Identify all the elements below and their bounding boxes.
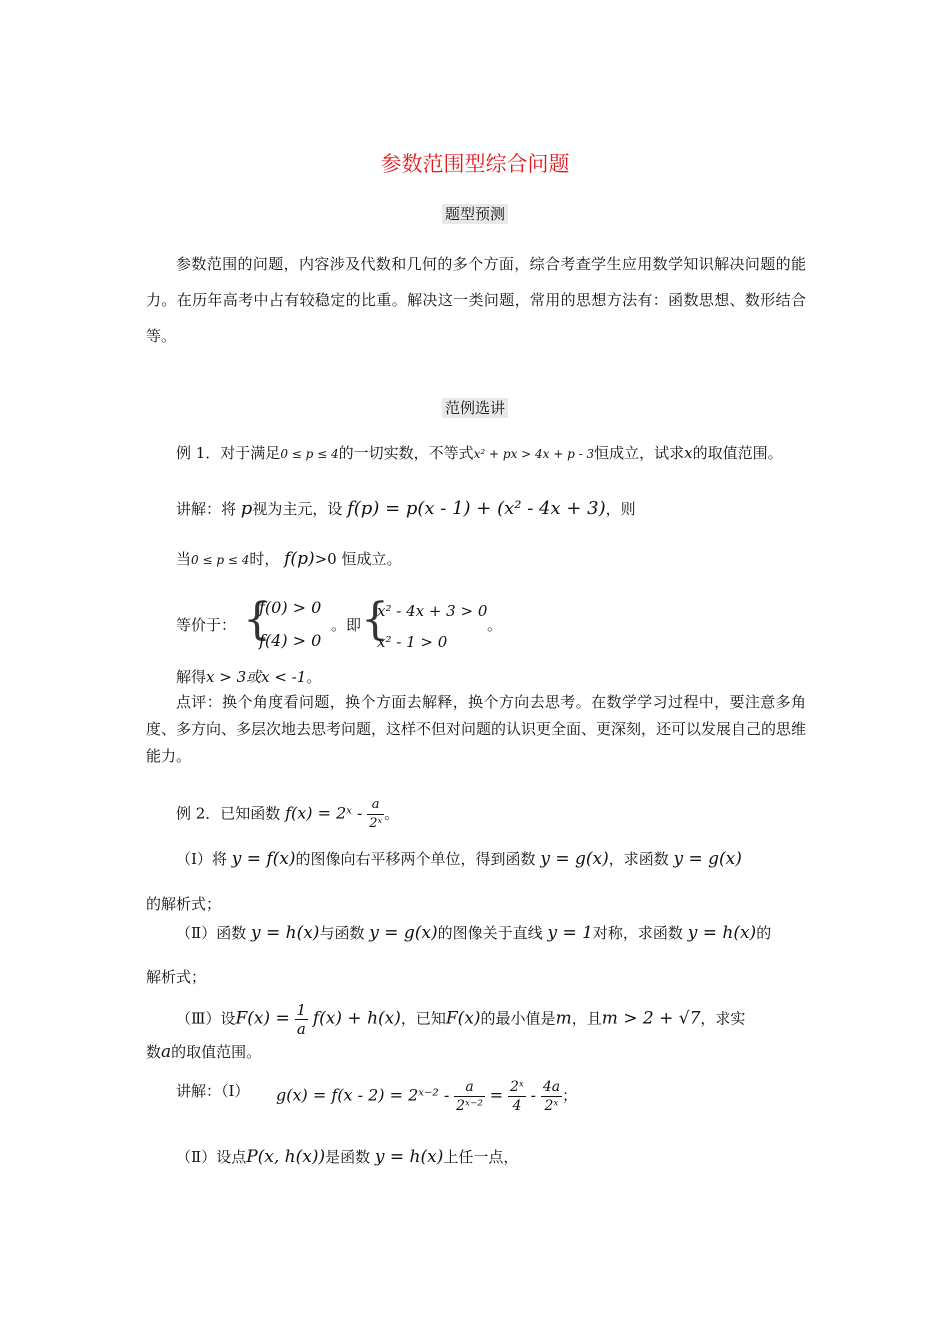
- example1-when-line: 当0 ≤ p ≤ 4时， f(p)>0 恒成立。: [176, 549, 402, 569]
- example2-question: 例 2．已知函数 f(x) = 2ˣ - $\frac{a}{\text{2ˣ}}$ 。: [176, 797, 400, 831]
- section-heading-type-forecast: 题型预测: [0, 203, 950, 224]
- ji-line-1: x² - 4x + 3 > 0: [377, 602, 488, 620]
- example2-part3-tail: 数a的取值范围。: [146, 1042, 262, 1062]
- example2-solution-part2: （Ⅱ）设点P(x, h(x))是函数 y = h(x)上任一点，: [176, 1147, 519, 1167]
- ji-end: 。: [487, 616, 503, 634]
- example1-solution-line: 讲解：将 p视为主元，设 f(p) = p(x - 1) + (x² - 4x + 3)，则: [176, 498, 636, 519]
- ji-label: 。即: [331, 616, 362, 634]
- example1-comment: 点评：换个角度看问题，换个方面去解释，换个方向去思考。在数学学习过程中，要注意多角度、多方向、多层次地去思考问题，这样不但对问题的认识更全面、更深刻，还可以发展自己的思维能力。: [146, 693, 807, 765]
- equiv-line-2: f(4) > 0: [259, 631, 322, 650]
- page-title: 参数范围型综合问题: [380, 152, 570, 176]
- section-heading-examples: 范例选讲: [0, 397, 950, 418]
- example1-question: 例 1．对于满足0 ≤ p ≤ 4的一切实数，不等式x² + px > 4x + p - 3恒成立，试求x的取值范围。: [176, 444, 783, 462]
- equiv-line-1: f(0) > 0: [259, 598, 322, 617]
- example2-part2-tail: 解析式；: [146, 968, 207, 986]
- ji-line-2: x² - 1 > 0: [377, 633, 448, 651]
- example2-part2: （Ⅱ）函数 y = h(x)与函数 y = g(x)的图像关于直线 y = 1对称，求函数 y = h(x)的: [176, 923, 772, 943]
- example1-equiv-label: 等价于：: [176, 616, 237, 634]
- example2-solution-formula: g(x) = f(x - 2) = 2ˣ⁻² - $\frac{a}{\text{2ˣ⁻²}}$ = $\frac{\text{2ˣ}}{4}$ - $\frac{4a}{\text{2ˣ}}$ ；: [276, 1079, 578, 1114]
- intro-paragraph: 参数范围的问题，内容涉及代数和几何的多个方面，综合考查学生应用数学知识解决问题的能力。在历年高考中占有较稳定的比重。解决这一类问题，常用的思想方法有：函数思想、数形结合等。: [146, 255, 806, 345]
- left-brace-icon-2: {: [361, 594, 389, 645]
- example2-solution-label: 讲解：（Ⅰ）: [176, 1082, 250, 1100]
- example2-part1: （Ⅰ）将 y = f(x)的图像向右平移两个单位，得到函数 y = g(x)，求函数 y = g(x): [176, 849, 742, 869]
- left-brace-icon: {: [243, 594, 271, 645]
- example1-result: 解得x > 3或x < -1。: [176, 668, 322, 686]
- example2-part3: （Ⅲ）设F(x) = $\frac{1}{a}$ f(x) + h(x)，已知F(x)的最小值是m，且m > 2 + √7，求实: [176, 1001, 746, 1038]
- example2-part1-tail: 的解析式；: [146, 895, 222, 913]
